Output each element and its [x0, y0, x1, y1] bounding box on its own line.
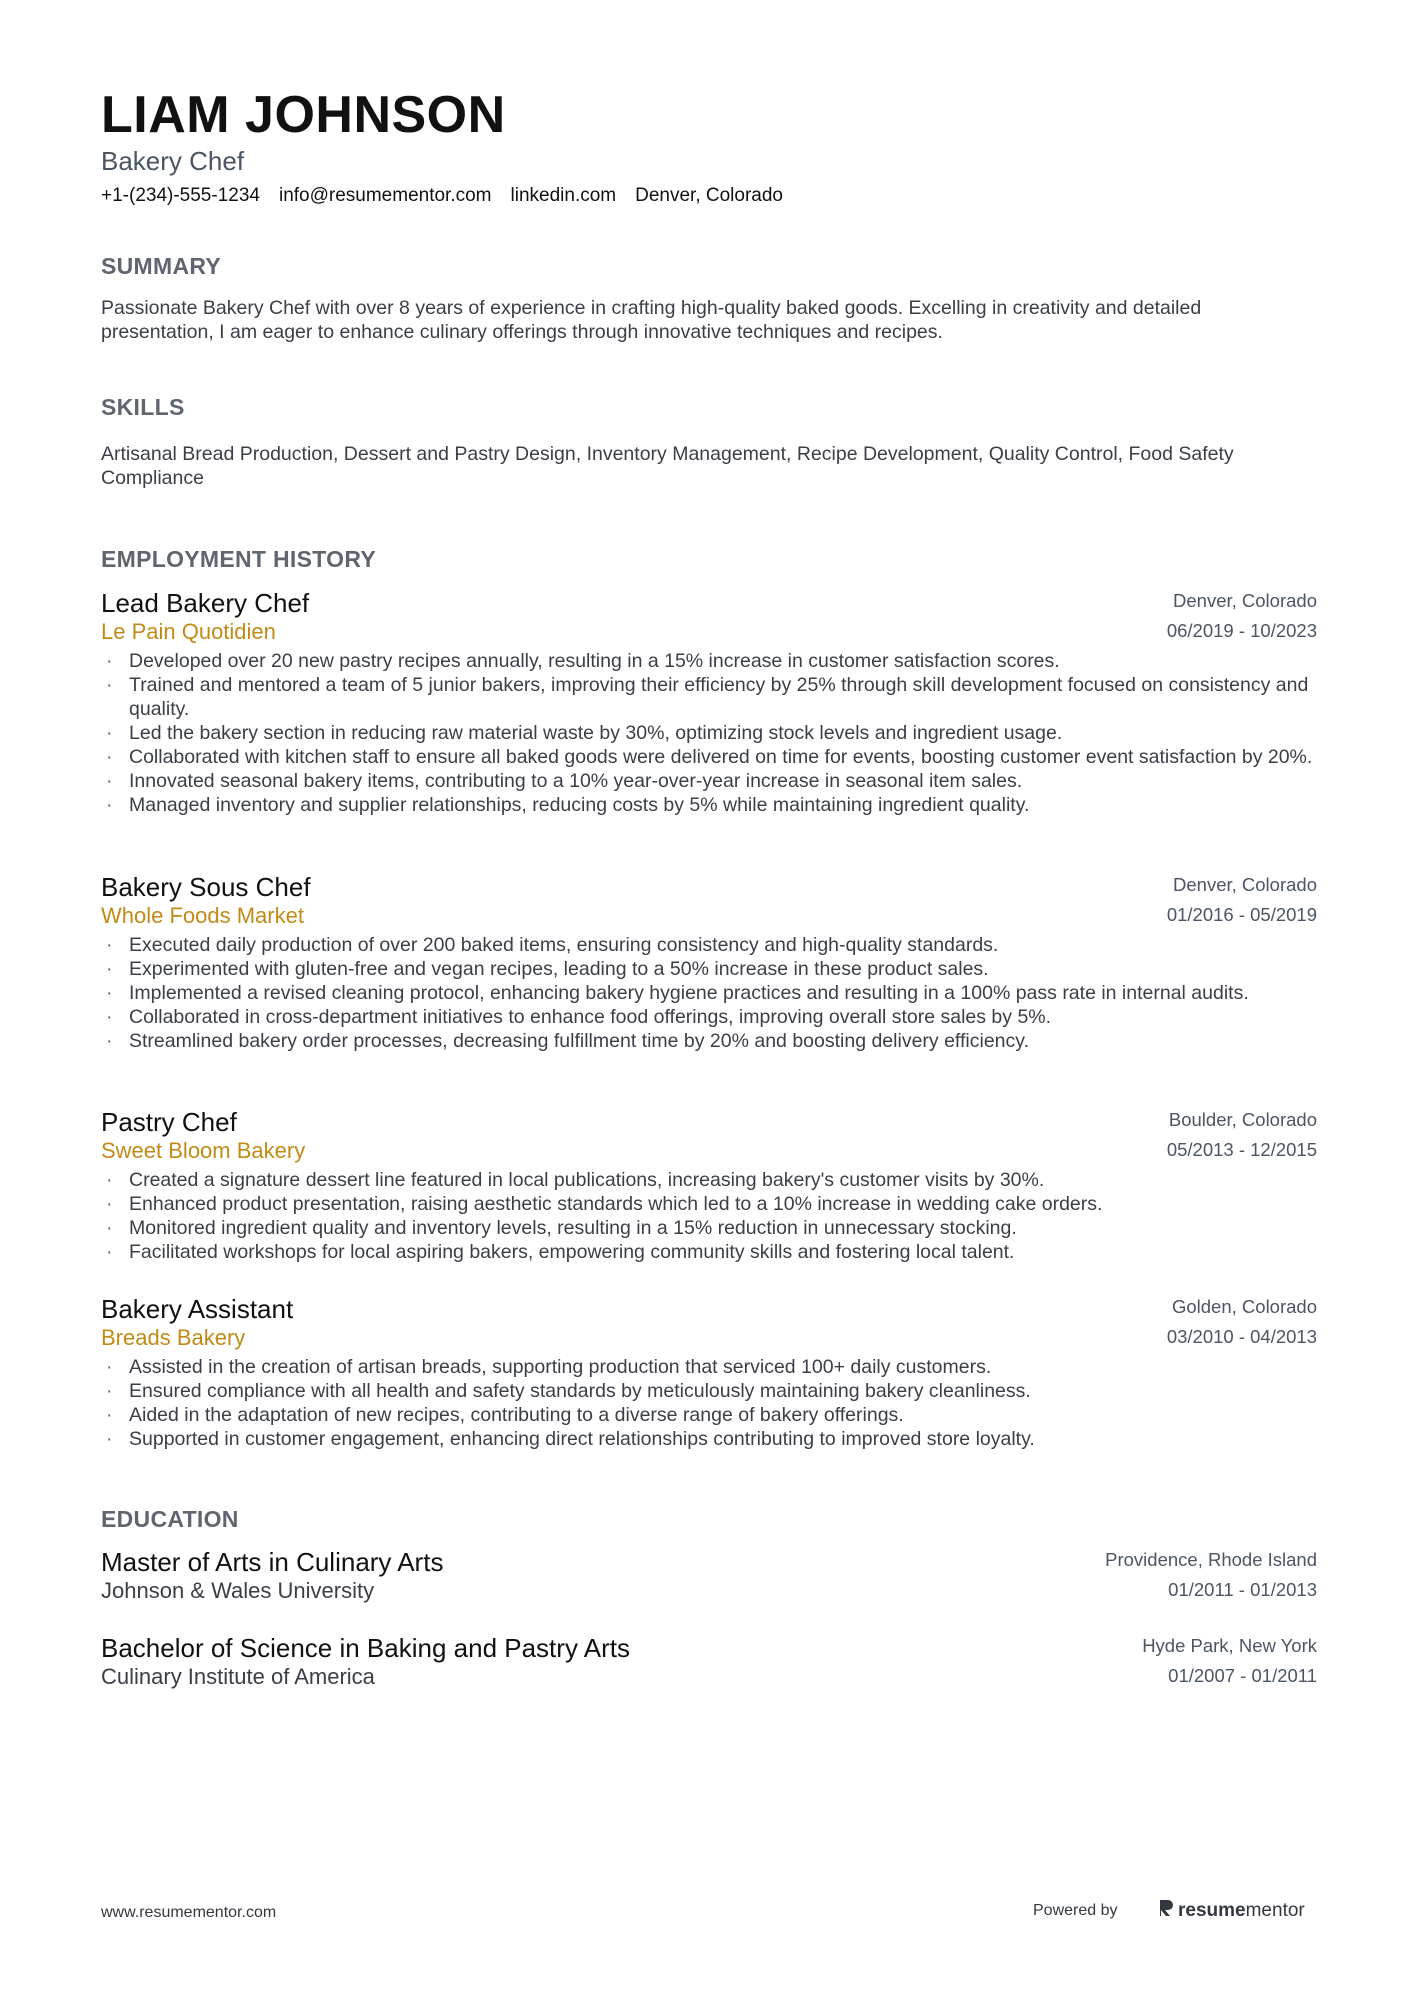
powered-by-label: Powered by [1033, 1902, 1118, 1919]
bullet: · Trained and mentored a team of 5 junior bakers, improving their efficiency by 25% through skill development focused on consistency and quality. [101, 673, 1317, 721]
job-entry [101, 1106, 1317, 1264]
bullet: · Facilitated workshops for local aspiring bakers, empowering community skills and fostering local talent. [101, 1240, 1317, 1264]
employment-heading: EMPLOYMENT HISTORY [101, 546, 377, 572]
job-title: Bakery Sous Chef [101, 872, 311, 902]
job-dates: 01/2016 - 05/2019 [1166, 904, 1317, 925]
job-title: Lead Bakery Chef [101, 588, 310, 618]
edu-school: Johnson & Wales University [101, 1578, 375, 1603]
bullet: · Experimented with gluten-free and vegan recipes, leading to a 50% increase in these product sales. [101, 957, 1317, 981]
candidate-title: Bakery Chef [101, 146, 245, 176]
edu-degree: Master of Arts in Culinary Arts [101, 1547, 444, 1577]
footer-url[interactable]: www.resumementor.com [101, 1904, 277, 1921]
contact-line [101, 184, 783, 208]
job-location: Golden, Colorado [1171, 1296, 1317, 1317]
job-bullets [101, 1168, 1317, 1264]
edu-degree: Bachelor of Science in Baking and Pastry Arts [101, 1633, 630, 1663]
job-location: Denver, Colorado [1173, 874, 1317, 895]
education-entry [101, 1546, 1317, 1606]
location: Denver, Colorado [635, 185, 783, 206]
job-dates: 03/2010 - 04/2013 [1166, 1326, 1317, 1347]
bullet: · Executed daily production of over 200 baked items, ensuring consistency and high-quality standards. [101, 933, 1317, 957]
job-title: Bakery Assistant [101, 1294, 294, 1324]
bullet: · Assisted in the creation of artisan breads, supporting production that serviced 100+ daily customers. [101, 1355, 1317, 1379]
job-entry [101, 587, 1317, 817]
bullet: · Aided in the adaptation of new recipes, contributing to a diverse range of bakery offerings. [101, 1403, 1317, 1427]
job-company: Sweet Bloom Bakery [101, 1138, 306, 1163]
edu-dates: 01/2011 - 01/2013 [1168, 1579, 1317, 1600]
edu-school: Culinary Institute of America [101, 1664, 375, 1689]
edu-dates: 01/2007 - 01/2011 [1168, 1665, 1317, 1686]
bullet: · Ensured compliance with all health and safety standards by meticulously maintaining bakery cleanliness. [101, 1379, 1317, 1403]
bullet: · Created a signature dessert line featured in local publications, increasing bakery's customer visits by 30%. [101, 1168, 1317, 1192]
bullet: · Developed over 20 new pastry recipes annually, resulting in a 15% increase in customer satisfaction scores. [101, 649, 1317, 673]
job-title: Pastry Chef [101, 1107, 237, 1137]
education-heading: EDUCATION [101, 1506, 239, 1532]
bullet: · Collaborated with kitchen staff to ensure all baked goods were delivered on time for events, boosting customer event satisfaction by 20%. [101, 745, 1317, 769]
bullet: · Monitored ingredient quality and inventory levels, resulting in a 15% reduction in unnecessary stocking. [101, 1216, 1317, 1240]
brand-bold-text: resume [1178, 1900, 1246, 1921]
skills-text: Artisanal Bread Production, Dessert and Pastry Design, Inventory Management, Recipe Development, Quality Control, Food Safety Compliance [101, 443, 1234, 489]
education-entry [101, 1632, 1317, 1692]
job-company: Le Pain Quotidien [101, 619, 276, 644]
job-dates: 06/2019 - 10/2023 [1166, 620, 1317, 641]
bullet: · Supported in customer engagement, enhancing direct relationships contributing to improved store loyalty. [101, 1427, 1317, 1451]
resumementor-logo-icon [1158, 1898, 1174, 1924]
edu-location: Providence, Rhode Island [1105, 1549, 1317, 1570]
email: info@resumementor.com [278, 185, 492, 206]
job-location: Boulder, Colorado [1168, 1109, 1317, 1130]
brand-logo[interactable] [1158, 1898, 1305, 1924]
job-company: Breads Bakery [101, 1325, 246, 1350]
summary-text: Passionate Bakery Chef with over 8 years of experience in crafting high-quality baked goods. Excelling in creativity and detailed presentation, I am eager to enhance culinary offerings through innovative techniques and recipes. [101, 297, 1202, 343]
job-bullets [101, 1355, 1317, 1451]
phone: +1-(234)-555-1234 [101, 185, 260, 206]
job-location: Denver, Colorado [1173, 590, 1317, 611]
bullet: · Led the bakery section in reducing raw material waste by 30%, optimizing stock levels and ingredient usage. [101, 721, 1317, 745]
skills-heading: SKILLS [101, 394, 185, 420]
bullet: · Implemented a revised cleaning protocol, enhancing bakery hygiene practices and resulting in a 100% pass rate in internal audits. [101, 981, 1317, 1005]
edu-location: Hyde Park, New York [1142, 1635, 1317, 1656]
job-company: Whole Foods Market [101, 903, 304, 928]
summary-heading: SUMMARY [101, 253, 222, 279]
job-entry [101, 871, 1317, 1053]
job-bullets [101, 933, 1317, 1053]
job-dates: 05/2013 - 12/2015 [1166, 1139, 1317, 1160]
bullet: · Innovated seasonal bakery items, contributing to a 10% year-over-year increase in seasonal item sales. [101, 769, 1317, 793]
bullet: · Streamlined bakery order processes, decreasing fulfillment time by 20% and boosting delivery efficiency. [101, 1029, 1317, 1053]
job-bullets [101, 649, 1317, 817]
candidate-name: LIAM JOHNSON [101, 86, 506, 144]
linkedin: linkedin.com [510, 185, 617, 206]
brand-light-text: mentor [1245, 1900, 1305, 1921]
bullet: · Collaborated in cross-department initiatives to enhance food offerings, improving overall store sales by 5%. [101, 1005, 1317, 1029]
job-entry [101, 1293, 1317, 1451]
bullet: · Enhanced product presentation, raising aesthetic standards which led to a 10% increase in wedding cake orders. [101, 1192, 1317, 1216]
bullet: · Managed inventory and supplier relationships, reducing costs by 5% while maintaining ingredient quality. [101, 793, 1317, 817]
